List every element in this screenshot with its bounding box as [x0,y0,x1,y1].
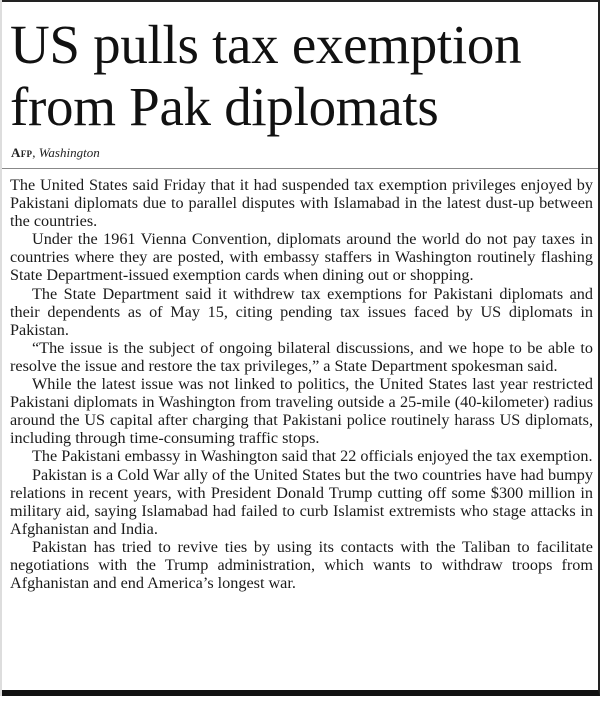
byline-agency: Afp [11,145,33,160]
paragraph-8: Pakistan has tried to revive ties by using its contacts with the Taliban to facilitate negotiations with the Trump administration, which wants to withdraw troops from Afghanistan and end America’s longest war. [10,537,593,593]
paragraph-2: Under the 1961 Vienna Convention, diplomats around the world do not pay taxes in countries where they are posted, with embassy staffers in Washington routinely flashing State Department-issued exemption cards when dining out or shopping. [10,230,593,285]
paragraph-7: Pakistan is a Cold War ally of the United States but the two countries have had bumpy relations in recent years, with President Donald Trump cutting off some $300 million in military aid, saying Islamabad had failed to curb Islamist extremists who stage attacks in Afghanistan and India. [10,465,593,538]
byline-dateline: Washington [38,145,100,160]
header-divider [2,168,598,169]
headline: US pulls tax exemption from Pak diplomats [10,14,522,137]
byline [11,145,100,161]
paragraph-3: The State Department said it withdrew tax exemptions for Pakistani diplomats and their dependents as of May 15, citing pending tax issues faced by US diplomats in Pakistan. [10,284,593,339]
paragraph-4: “The issue is the subject of ongoing bilateral discussions, and we hope to be able to resolve the issue and restore the tax privileges,” a State Department spokesman said. [10,338,593,375]
paragraph-5: While the latest issue was not linked to politics, the United States last year restricted Pakistani diplomats in Washington from traveling outside a 25-mile (40-kilometer) radius around the US capital after charging that Pakistani police routinely harass US diplomats, including through time-consuming traffic stops. [10,375,593,448]
article-body [10,176,593,592]
paragraph-6: The Pakistani embassy in Washington said that 22 officials enjoyed the tax exemption. [32,447,593,466]
paragraph-1: The United States said Friday that it had suspended tax exemption privileges enjoyed by Pakistani diplomats due to parallel disputes with Islamabad in the latest dust-up between the countries. [10,176,593,231]
left-border-rule [0,0,2,696]
byline-separator: , [32,145,39,160]
top-border-rule [0,0,600,2]
